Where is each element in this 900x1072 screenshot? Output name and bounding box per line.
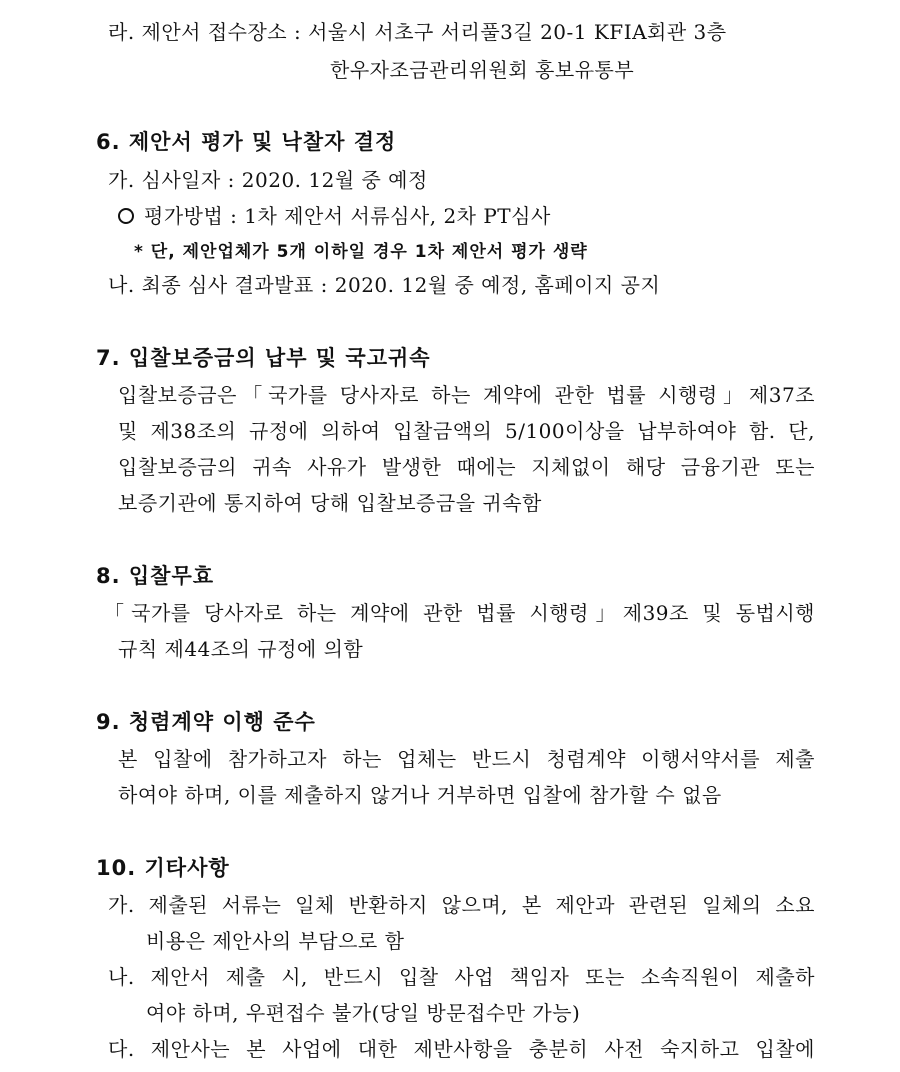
section-7-line-3: 입찰보증금의 귀속 사유가 발생한 때에는 지체없이 해당 금융기관 또는 (118, 455, 815, 479)
section-10-heading: 10. 기타사항 (96, 856, 230, 880)
section-7-line-4: 보증기관에 통지하여 당해 입찰보증금을 귀속함 (118, 491, 542, 515)
section-6-note: * 단, 제안업체가 5개 이하일 경우 1차 제안서 평가 생략 (134, 242, 588, 262)
section-10-item-na-line-2: 여야 하며, 우편접수 불가(당일 방문접수만 가능) (146, 1001, 581, 1025)
section-10-item-da-line-1: 다. 제안사는 본 사업에 대한 제반사항을 충분히 사전 숙지하고 입찰에 (108, 1037, 815, 1061)
section-6-heading: 6. 제안서 평가 및 낙찰자 결정 (96, 130, 397, 154)
location-line-1: 라. 제안서 접수장소 : 서울시 서초구 서리풀3길 20-1 KFIA회관 3층 (108, 20, 727, 44)
section-10-item-ga-line-2: 비용은 제안사의 부담으로 함 (146, 929, 405, 953)
section-8-line-2: 규칙 제44조의 규정에 의함 (118, 637, 364, 661)
section-7-heading: 7. 입찰보증금의 납부 및 국고귀속 (96, 346, 431, 370)
section-10-item-na-line-1: 나. 제안서 제출 시, 반드시 입찰 사업 책임자 또는 소속직원이 제출하 (108, 965, 815, 989)
section-6-item-na: 나. 최종 심사 결과발표 : 2020. 12월 중 예정, 홈페이지 공지 (108, 273, 661, 297)
section-7-line-1: 입찰보증금은「국가를 당사자로 하는 계약에 관한 법률 시행령」제37조 (118, 383, 815, 407)
section-8-heading: 8. 입찰무효 (96, 564, 215, 588)
section-9-line-2: 하여야 하며, 이를 제출하지 않거나 거부하면 입찰에 참가할 수 없음 (118, 783, 722, 807)
section-7-line-2: 및 제38조의 규정에 의하여 입찰금액의 5/100이상을 납부하여야 함. 단, (118, 419, 815, 443)
section-8-line-1: 「국가를 당사자로 하는 계약에 관한 법률 시행령」제39조 및 동법시행 (104, 601, 815, 625)
section-10-item-ga-line-1: 가. 제출된 서류는 일체 반환하지 않으며, 본 제안과 관련된 일체의 소요 (108, 893, 815, 917)
section-9-line-1: 본 입찰에 참가하고자 하는 업체는 반드시 청렴계약 이행서약서를 제출 (118, 747, 815, 771)
section-6-method-text: 평가방법 : 1차 제안서 서류심사, 2차 PT심사 (144, 204, 551, 228)
circle-bullet-icon (118, 208, 134, 224)
section-6-item-ga: 가. 심사일자 : 2020. 12월 중 예정 (108, 168, 428, 192)
section-9-heading: 9. 청렴계약 이행 준수 (96, 710, 316, 734)
section-6-method (118, 202, 551, 230)
location-line-2: 한우자조금관리위원회 홍보유통부 (330, 58, 635, 82)
